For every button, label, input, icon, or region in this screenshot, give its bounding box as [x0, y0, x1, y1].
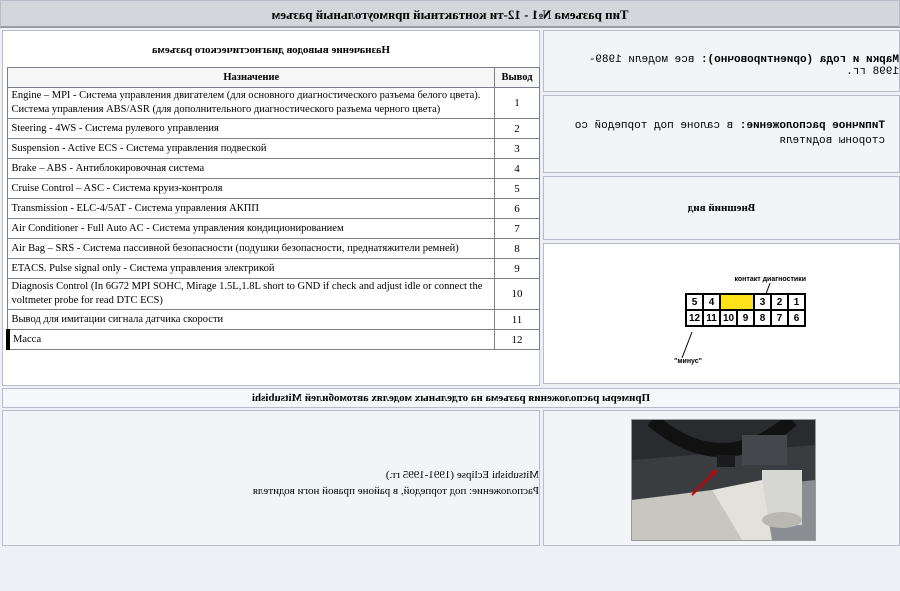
connector-grid — [685, 293, 806, 327]
table-row — [8, 159, 540, 179]
table-row — [8, 88, 540, 119]
pin-purpose: Steering - 4WS - Система рулевого управления — [11, 122, 219, 134]
connector-pin: 8 — [754, 310, 771, 326]
pin-purpose: Engine – MPI - Система управления двигателем (для основного диагностического разъема белого цвета). Система управления ABS/ASR (для дополнительного диагностического разъема черного цвета) — [11, 90, 481, 115]
pin-number: 11 — [511, 313, 523, 326]
table-row — [8, 259, 540, 279]
pin-number: 9 — [514, 262, 520, 275]
pin-purpose: Air Conditioner - Full Auto AC - Система управления кондиционированием — [11, 222, 344, 234]
pin-table — [6, 67, 540, 350]
connector-pin: 4 — [703, 294, 720, 310]
pin-number-cell — [495, 159, 540, 179]
photo-panel — [543, 410, 900, 546]
connector-pin: 10 — [720, 310, 737, 326]
pin-number: 2 — [514, 122, 520, 135]
pin-purpose: Air Bag – SRS - Система пассивной безопасности (подушки безопасности, преднатяжители ремней) — [11, 242, 459, 254]
pin-number-cell — [495, 330, 540, 350]
view-panel — [543, 176, 900, 240]
table-row — [8, 279, 540, 310]
pin-purpose: Вывод для имитации сигнала датчика скорости — [11, 313, 224, 325]
pin-purpose: ETACS. Pulse signal only - Система управления электрикой — [11, 262, 275, 274]
pin-purpose-cell — [8, 219, 495, 239]
pin-number-cell — [495, 88, 540, 119]
brand-value: все модели 1989-1998 гг. — [588, 54, 899, 78]
connector-top-row — [686, 294, 805, 310]
connector-pin: 12 — [686, 310, 703, 326]
connector-key-slot — [720, 294, 754, 310]
examples-title: Примеры расположения разъема на отдельных моделях автомобилей Mitsubishi — [251, 392, 651, 404]
example-text-panel — [2, 410, 540, 546]
pin-purpose-cell — [8, 199, 495, 219]
pin-purpose-cell — [8, 159, 495, 179]
page-title: Тип разъема №1 - 12-ти контактный прямоугольный разъем — [271, 7, 629, 22]
pin-purpose: Transmission - ELC-4/5AT - Система управления АКПП — [11, 202, 259, 214]
pin-purpose: Diagnosis Control (In 6G72 MPI SOHC, Mirage 1.5L,1.8L short to GND if check and adjust idle or connect the voltmeter probe for read DTC ECS) — [11, 281, 483, 306]
pin-number-cell — [495, 219, 540, 239]
connector-pin: 6 — [788, 310, 805, 326]
diagram-panel — [543, 243, 900, 384]
pin-purpose-cell — [8, 330, 495, 350]
table-row — [8, 239, 540, 259]
connector-pin: 1 — [788, 294, 805, 310]
pin-number-cell — [495, 119, 540, 139]
pin-number-cell — [495, 179, 540, 199]
pin-number-cell — [495, 259, 540, 279]
pin-purpose: Cruise Control – ASC - Система круиз-контроля — [11, 182, 223, 194]
pin-number-cell — [495, 199, 540, 219]
table-row — [8, 310, 540, 330]
location-panel — [543, 95, 900, 173]
example-model: Mitsubishi Eclipse (1991-1995 гг.) — [385, 469, 539, 481]
connector-top-label: контакт диагностики — [734, 276, 806, 283]
table-row — [8, 119, 540, 139]
location-label: Типичное расположение: — [739, 120, 885, 132]
pin-number: 3 — [514, 142, 520, 155]
example-text — [28, 467, 539, 499]
title-bar — [0, 0, 900, 28]
pin-purpose-cell — [8, 139, 495, 159]
connector-pin: 7 — [771, 310, 788, 326]
table-row — [8, 199, 540, 219]
connector-bottom-label: "минус" — [674, 358, 702, 365]
connector-pin: 5 — [686, 294, 703, 310]
pin-number: 12 — [511, 333, 523, 346]
pin-purpose-cell — [8, 310, 495, 330]
pin-number: 6 — [514, 202, 520, 215]
connector-pin: 9 — [737, 310, 754, 326]
col-header-pin: Вывод — [495, 68, 540, 88]
pin-number-cell — [495, 279, 540, 310]
pin-purpose-cell — [8, 259, 495, 279]
location-text — [550, 119, 885, 149]
pin-number: 4 — [514, 162, 520, 175]
pin-purpose-cell — [8, 88, 495, 119]
location-value: в салоне под торпедой со стороны водителя — [574, 120, 885, 147]
table-row — [8, 219, 540, 239]
pin-number: 7 — [514, 222, 520, 235]
table-row — [8, 179, 540, 199]
pin-assignment-panel — [2, 30, 540, 386]
pin-number-cell — [495, 239, 540, 259]
pin-number: 1 — [514, 97, 520, 109]
pin-purpose: Suspension - Active ECS - Система управления подвеской — [11, 142, 267, 154]
brand-text — [564, 54, 899, 78]
pin-purpose-cell — [8, 239, 495, 259]
pin-purpose-cell — [8, 119, 495, 139]
brand-label: Марки и года (ориентировочно): — [700, 54, 899, 66]
pin-table-caption: Назначение выводов диагностического разъема — [152, 44, 391, 56]
pin-number: 5 — [514, 182, 520, 195]
table-row — [8, 139, 540, 159]
car-interior-photo — [631, 419, 816, 541]
pin-purpose-cell — [8, 279, 495, 310]
pin-number-cell — [495, 310, 540, 330]
brand-panel — [543, 30, 900, 92]
example-placement: Расположение: под торпедой, в районе правой ноги водителя — [252, 485, 539, 497]
pin-purpose-cell — [8, 179, 495, 199]
pin-number: 10 — [511, 288, 523, 300]
connector-pin: 11 — [703, 310, 720, 326]
pin-number-cell — [495, 139, 540, 159]
connector-pin: 3 — [754, 294, 771, 310]
pin-number: 8 — [514, 242, 520, 255]
col-header-purpose: Назначение — [8, 68, 495, 88]
view-label: Внешний вид — [687, 202, 756, 214]
connector-diagram — [640, 272, 810, 372]
pin-purpose: Масса — [13, 333, 42, 345]
connector-bottom-row — [686, 310, 805, 326]
table-row — [8, 330, 540, 350]
pin-table-wrap — [6, 67, 540, 350]
pin-purpose: Brake – ABS - Антиблокировочная система — [11, 162, 205, 174]
connector-pin: 2 — [771, 294, 788, 310]
examples-header — [2, 388, 900, 408]
